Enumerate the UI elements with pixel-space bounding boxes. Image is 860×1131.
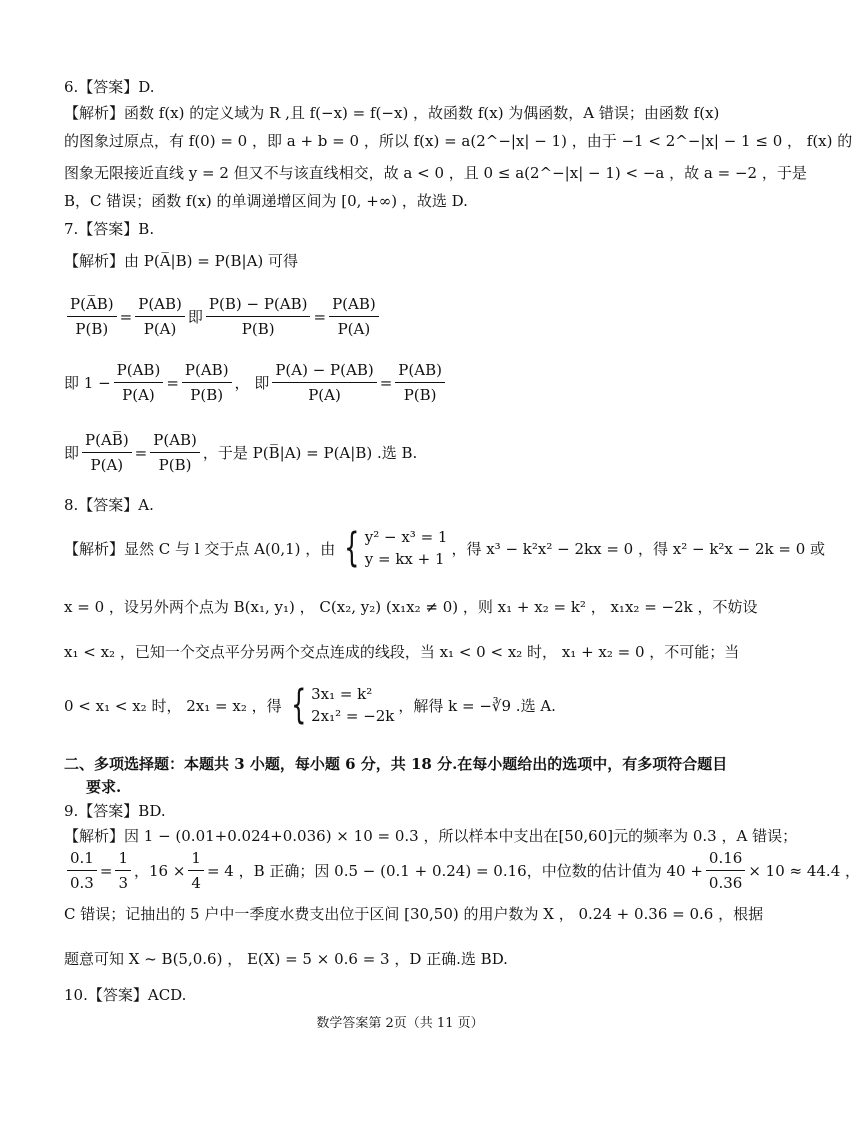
fraction-denominator: P(A) bbox=[90, 456, 124, 474]
q9-explanation-line-4: 题意可知 X ~ B(5,0.6) ， E(X) = 5 × 0.6 = 3 ，D 正确.选 BD. bbox=[64, 950, 508, 968]
fraction-numerator: 1 bbox=[115, 846, 131, 871]
q6-explanation-line-1: 【解析】函数 f(x) 的定义域为 R ,且 f(−x) = f(−x) ，故函数 f(x) 为偶函数，A 错误；由函数 f(x) bbox=[64, 104, 720, 122]
fraction-numerator: 1 bbox=[188, 846, 204, 871]
fraction-denominator: 0.36 bbox=[708, 874, 743, 892]
fraction-numerator: P(A̅B) bbox=[67, 292, 117, 317]
system-equation: 3x₁ = k² bbox=[311, 685, 373, 703]
q6-explanation-line-4: B，C 错误；函数 f(x) 的单调递增区间为 [0, +∞) ，故选 D. bbox=[64, 192, 468, 210]
q7-answer-title: 7.【答案】B. bbox=[64, 220, 155, 238]
q8-explanation-line-4 bbox=[64, 683, 556, 727]
fraction-denominator: 0.3 bbox=[70, 874, 94, 892]
equals-sign: = bbox=[119, 307, 133, 326]
q8-explanation-line-3: x₁ < x₂ ，已知一个交点平分另两个交点连成的线段，当 x₁ < 0 < x₂ 时， x₁ + x₂ = 0 ，不可能；当 bbox=[64, 643, 740, 661]
fraction-denominator: P(B) bbox=[158, 456, 192, 474]
equation-system-1 bbox=[339, 526, 447, 570]
equals-sign: = bbox=[134, 443, 148, 462]
fraction-numerator: P(AB) bbox=[395, 358, 445, 383]
q9-tail-text: × 10 ≈ 44.4 ， bbox=[748, 862, 860, 880]
connector-text: 即 bbox=[187, 308, 203, 326]
q8-post-text: ，得 x³ − k²x² − 2kx = 0 ，得 x² − k²x − 2k = 0 或 bbox=[451, 539, 826, 558]
q8-explanation-line-2: x = 0 ，设另外两个点为 B(x₁, y₁) ， C(x₂, y₂) (x₁x₂ ≠ 0) ，则 x₁ + x₂ = k² ， x₁x₂ = −2k ，不妨设 bbox=[64, 598, 758, 616]
q9-mid-text-1: ，16 × bbox=[133, 862, 186, 880]
fraction-denominator: P(A) bbox=[143, 320, 177, 338]
q8-line4-post: ，解得 k = −∛9 .选 A. bbox=[398, 696, 556, 715]
fraction-numerator: P(AB) bbox=[135, 292, 185, 317]
system-equation: 2x₁² = −2k bbox=[311, 707, 395, 725]
q8-explanation-line-1 bbox=[64, 526, 825, 570]
fraction-denominator: P(B) bbox=[190, 386, 224, 404]
q9-explanation-line-2 bbox=[64, 846, 860, 895]
equals-sign: = bbox=[166, 373, 179, 392]
q9-answer-title: 9.【答案】BD. bbox=[64, 802, 166, 820]
q6-explanation-line-3: 图象无限接近直线 y = 2 但又不与该直线相交，故 a < 0 ，且 0 ≤ a(2^−|x| − 1) < −a ，故 a = −2 ，于是 bbox=[64, 164, 807, 182]
lead-text: 即 bbox=[64, 444, 80, 462]
q9-mid-text-2: = 4 ，B 正确；因 0.5 − (0.1 + 0.24) = 0.16，中位数的估计值为 40 + bbox=[206, 862, 703, 880]
conclusion-text: ，于是 P(B̅|A) = P(A|B) .选 B. bbox=[202, 444, 418, 462]
q7-equation-1 bbox=[64, 292, 382, 341]
q7-equation-2 bbox=[64, 358, 448, 407]
fraction-numerator: P(AB̅) bbox=[82, 428, 132, 453]
q9-explanation-line-1: 【解析】因 1 − (0.01+0.024+0.036) × 10 = 0.3 ，所以样本中支出在[50,60]元的频率为 0.3 ，A 错误； bbox=[64, 827, 798, 845]
q7-equation-3 bbox=[64, 428, 417, 477]
fraction-numerator: 0.1 bbox=[67, 846, 97, 871]
brace-icon: { bbox=[344, 525, 360, 571]
fraction-numerator: P(AB) bbox=[114, 358, 164, 383]
fraction-numerator: P(AB) bbox=[182, 358, 232, 383]
equals-sign: = bbox=[313, 307, 327, 326]
lead-text: 即 1 − bbox=[64, 374, 111, 392]
system-equation: y² − x³ = 1 bbox=[364, 528, 448, 546]
brace-icon: { bbox=[290, 682, 306, 728]
fraction-numerator: 0.16 bbox=[706, 846, 745, 871]
fraction-denominator: 3 bbox=[118, 874, 128, 892]
equals-sign: = bbox=[99, 861, 113, 880]
q8-line4-pre: 0 < x₁ < x₂ 时， 2x₁ = x₂ ，得 bbox=[64, 696, 282, 715]
fraction-denominator: P(A) bbox=[337, 320, 371, 338]
fraction-denominator: P(B) bbox=[75, 320, 109, 338]
q9-explanation-line-3: C 错误；记抽出的 5 户中一季度水费支出位于区间 [30,50) 的用户数为 X ， 0.24 + 0.36 = 0.6 ，根据 bbox=[64, 905, 764, 923]
fraction-denominator: 4 bbox=[191, 874, 201, 892]
q6-explanation-line-2: 的图象过原点，有 f(0) = 0 ，即 a + b = 0 ，所以 f(x) = a(2^−|x| − 1) ，由于 −1 < 2^−|x| − 1 ≤ 0 ， f(x) 的 bbox=[64, 132, 853, 150]
q8-answer-title: 8.【答案】A. bbox=[64, 496, 154, 514]
system-equation: y = kx + 1 bbox=[364, 550, 445, 568]
fraction-denominator: P(B) bbox=[241, 320, 275, 338]
section-2-heading: 二、多项选择题：本题共 3 小题，每小题 6 分，共 18 分.在每小题给出的选项中，有多项符合题目 bbox=[64, 755, 728, 773]
fraction-numerator: P(B) − P(AB) bbox=[206, 292, 311, 317]
q10-answer-title: 10.【答案】ACD. bbox=[64, 986, 187, 1004]
fraction-denominator: P(A) bbox=[122, 386, 155, 404]
section-2-heading-cont: 要求. bbox=[86, 778, 122, 796]
fraction-denominator: P(B) bbox=[403, 386, 437, 404]
equals-sign: = bbox=[379, 373, 393, 392]
fraction-numerator: P(AB) bbox=[150, 428, 200, 453]
q6-answer-title: 6.【答案】D. bbox=[64, 78, 155, 96]
fraction-numerator: P(AB) bbox=[329, 292, 379, 317]
equation-system-2 bbox=[286, 683, 395, 727]
page-footer: 数学答案第 2页（共 11 页） bbox=[316, 1016, 484, 1031]
fraction-denominator: P(A) bbox=[308, 386, 341, 404]
q8-pre-text: 【解析】显然 C 与 l 交于点 A(0,1) ，由 bbox=[64, 539, 336, 558]
connector-text: ， 即 bbox=[234, 374, 270, 392]
fraction-numerator: P(A) − P(AB) bbox=[272, 358, 376, 383]
q7-intro: 【解析】由 P(A̅|B) = P(B|A) 可得 bbox=[64, 252, 299, 270]
